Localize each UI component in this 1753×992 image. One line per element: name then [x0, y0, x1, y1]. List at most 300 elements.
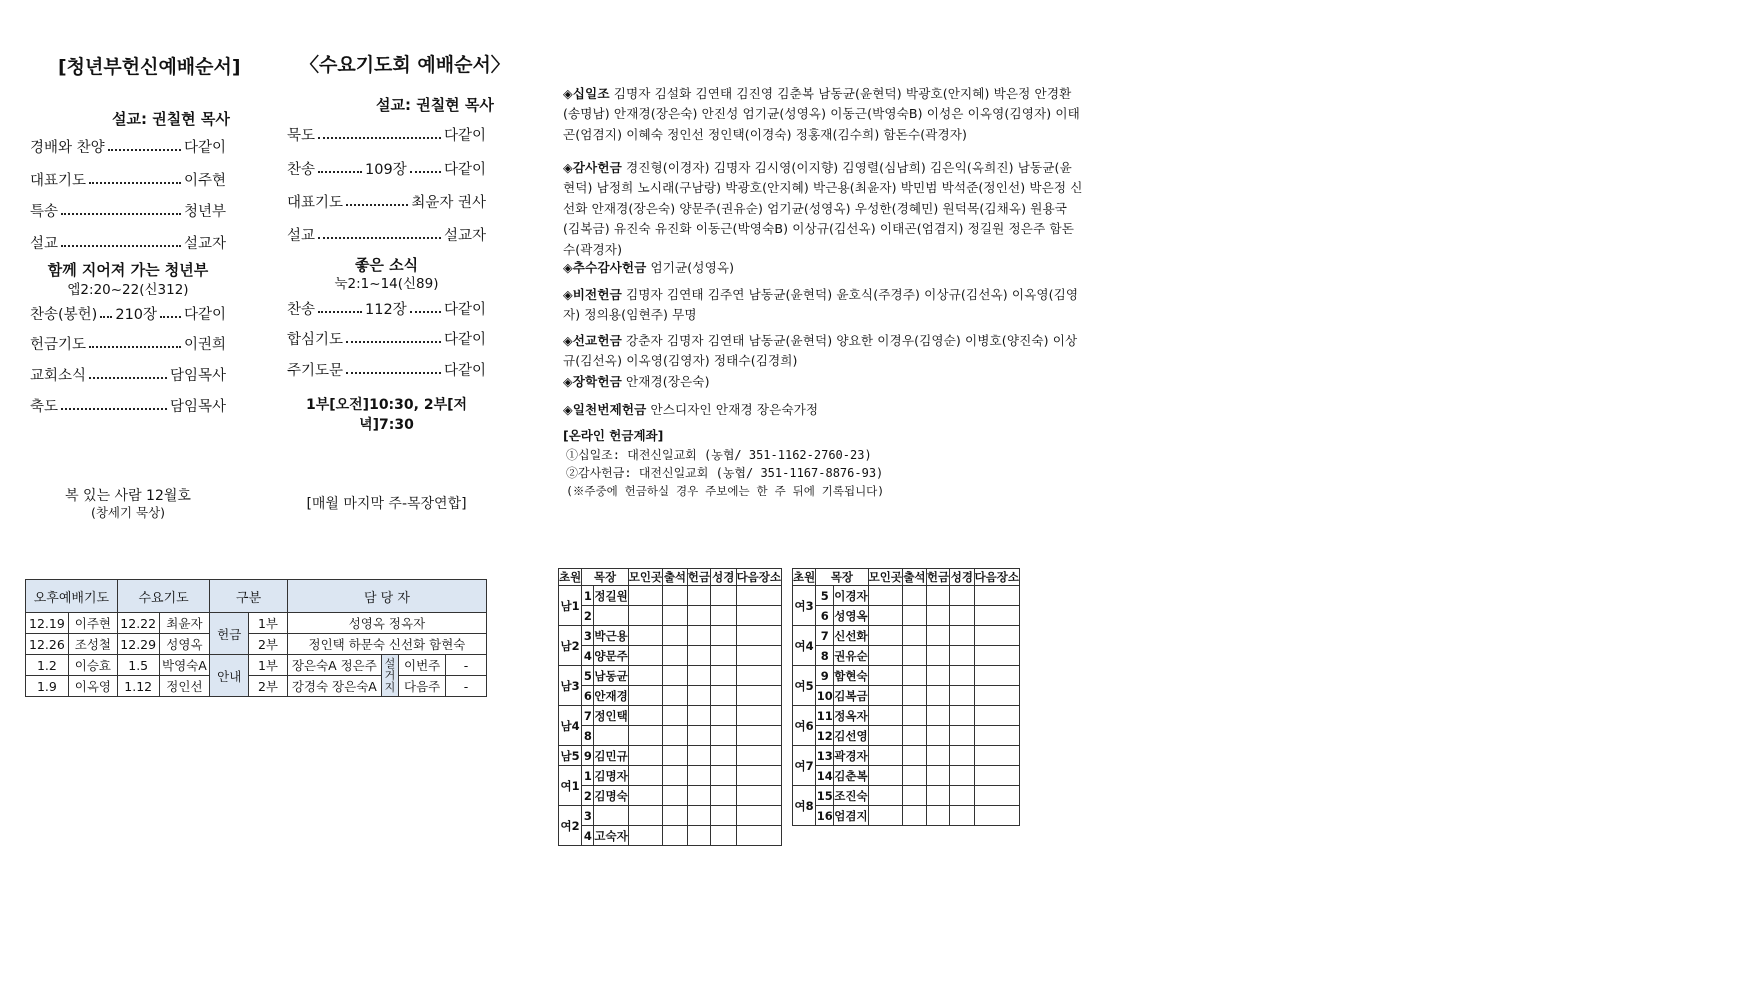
group-cell: 여8: [793, 786, 816, 826]
table-row: [793, 646, 1020, 666]
empty-cell[interactable]: [687, 586, 710, 606]
empty-cell[interactable]: [736, 806, 781, 826]
offering-mission: ◈선교헌금 강춘자 김명자 김연태 남동균(윤현덕) 양요한 이경우(김영순) 이병호(양진숙) 이상규(김선옥) 이옥영(김영자) 정태수(김경희): [563, 333, 1078, 369]
empty-cell[interactable]: [628, 626, 662, 646]
empty-cell[interactable]: [663, 586, 688, 606]
empty-cell[interactable]: [950, 806, 974, 826]
leader-name-cell: 김명자: [594, 766, 628, 786]
empty-cell[interactable]: [974, 626, 1019, 646]
leader-name-cell: 안재경: [594, 686, 628, 706]
empty-cell[interactable]: [950, 726, 974, 746]
header-cell: 출석: [663, 570, 687, 584]
empty-cell[interactable]: [687, 786, 710, 806]
empty-cell[interactable]: [628, 646, 662, 666]
empty-cell[interactable]: [950, 746, 974, 766]
header-cell: 초원: [559, 570, 582, 584]
table-row: [559, 766, 782, 786]
number-cell: 13: [816, 746, 834, 766]
empty-cell[interactable]: [736, 746, 781, 766]
number-cell: 10: [816, 686, 834, 706]
number-cell: 6: [816, 606, 834, 626]
duty-cell: 성영옥 정옥자: [287, 613, 486, 634]
empty-cell[interactable]: [926, 746, 949, 766]
empty-cell[interactable]: [868, 686, 902, 706]
wed-news-title: 좋은 소식: [354, 256, 419, 274]
online-line1: ①십일조: 대전신일교회 (농협/ 351-1162-2760-23): [566, 448, 872, 462]
youth-item: 경배와 찬양 다같이: [30, 140, 226, 156]
date-cell: 1.12: [117, 676, 159, 697]
leader-name-cell: 곽경자: [834, 746, 868, 766]
empty-cell[interactable]: [974, 766, 1019, 786]
empty-cell[interactable]: [868, 726, 902, 746]
empty-cell[interactable]: [663, 626, 688, 646]
empty-cell[interactable]: [868, 806, 902, 826]
number-cell: 7: [816, 626, 834, 646]
youth-item: 대표기도 이주현: [30, 173, 226, 189]
wed-item: 합심기도 다같이: [287, 332, 486, 348]
leader-name-cell: 남동균: [594, 666, 628, 686]
number-cell: 1: [582, 586, 594, 606]
table-row: [559, 806, 782, 826]
date-cell: 12.26: [26, 634, 69, 655]
empty-cell[interactable]: [711, 666, 737, 686]
empty-cell[interactable]: [628, 766, 662, 786]
empty-cell[interactable]: [736, 826, 781, 846]
number-cell: 12: [816, 726, 834, 746]
group-cell: 여6: [793, 706, 816, 746]
duty-cell: 장은숙A 정은주: [287, 655, 381, 676]
empty-cell[interactable]: [687, 726, 710, 746]
empty-cell[interactable]: [628, 586, 662, 606]
wed-footer: [매월 마지막 주-목장연합]: [306, 496, 467, 512]
name-cell: 성영옥: [159, 634, 210, 655]
dash-cell: -: [446, 676, 487, 697]
empty-cell[interactable]: [868, 586, 902, 606]
empty-cell[interactable]: [663, 666, 688, 686]
number-cell: 6: [582, 686, 594, 706]
group-cell: 남2: [559, 626, 582, 666]
empty-cell[interactable]: [711, 786, 737, 806]
empty-cell[interactable]: [950, 686, 974, 706]
empty-cell[interactable]: [663, 786, 688, 806]
date-cell: 12.22: [117, 613, 159, 634]
number-cell: 4: [582, 826, 594, 846]
empty-cell[interactable]: [687, 626, 710, 646]
table-row: [559, 586, 782, 606]
leader-name-cell: 박근용: [594, 626, 628, 646]
youth-item: 찬송(봉헌) 210장 다같이: [30, 307, 226, 323]
empty-cell[interactable]: [868, 786, 902, 806]
leader-name-cell: 김복금: [834, 686, 868, 706]
group-cell: 남4: [559, 706, 582, 746]
group-cell: 여5: [793, 666, 816, 706]
header-cell: 오후예배기도: [26, 580, 118, 613]
header-cell: 목장: [582, 569, 629, 586]
table-row: [793, 606, 1020, 626]
empty-cell[interactable]: [687, 666, 710, 686]
empty-cell[interactable]: [926, 806, 949, 826]
offering-tithe: ◈십일조 김명자 김설화 김연태 김진영 김춘복 남동균(윤현덕) 박광호(안지혜) 박은정 안경환(송명남) 안재경(장은숙) 안진성 엄기균(성영옥) 이동근(박영숙B) 이성은 이옥영(김영자) 이태곤(엄겸지) 이혜숙 정인선 정인택(이경숙) 정홍재(김수희) 함돈수(곽경자): [563, 86, 1080, 142]
empty-cell[interactable]: [902, 666, 926, 686]
youth-item: 설교 설교자: [30, 236, 226, 252]
empty-cell[interactable]: [711, 586, 737, 606]
header-cell: 수요기도: [117, 580, 209, 613]
duty-cell: 정인택 하문숙 신선화 함현숙: [287, 634, 486, 655]
empty-cell[interactable]: [711, 626, 737, 646]
date-cell: 12.19: [26, 613, 69, 634]
number-cell: 9: [816, 666, 834, 686]
empty-cell[interactable]: [950, 786, 974, 806]
header-cell: 다음장소: [974, 570, 1019, 584]
header-cell: 목장: [816, 569, 868, 586]
empty-cell[interactable]: [628, 826, 662, 846]
youth-sermon-title: 함께 지어져 가는 청년부: [47, 261, 209, 279]
empty-cell[interactable]: [902, 606, 926, 626]
header-cell: 출석: [903, 570, 926, 584]
wed-item: 찬송 109장 다같이: [287, 162, 486, 178]
leader-name-cell: 김민규: [594, 746, 628, 766]
leader-name-cell: 김명숙: [594, 786, 628, 806]
empty-cell[interactable]: [663, 606, 688, 626]
wed-item: 설교 설교자: [287, 228, 486, 244]
table-row: [793, 626, 1020, 646]
leader-name-cell: [594, 806, 628, 826]
empty-cell[interactable]: [736, 766, 781, 786]
youth-item: 헌금기도 이권희: [30, 337, 226, 353]
empty-cell[interactable]: [663, 766, 688, 786]
empty-cell[interactable]: [974, 606, 1019, 626]
name-cell: 정인선: [159, 676, 210, 697]
wed-news-verse: 눅2:1~14(신89): [334, 276, 439, 292]
header-cell: 초원: [793, 570, 816, 584]
leader-name-cell: 정길원: [594, 586, 628, 606]
empty-cell[interactable]: [736, 626, 781, 646]
empty-cell[interactable]: [663, 826, 688, 846]
table-row: [559, 646, 782, 666]
date-cell: 12.29: [117, 634, 159, 655]
name-cell: 이승효: [68, 655, 117, 676]
empty-cell[interactable]: [687, 806, 710, 826]
youth-item: 특송 청년부: [30, 204, 226, 220]
leader-name-cell: 김선영: [834, 726, 868, 746]
empty-cell[interactable]: [687, 826, 710, 846]
wed-item: 묵도 다같이: [287, 128, 486, 144]
empty-cell[interactable]: [628, 726, 662, 746]
number-cell: 2: [582, 606, 594, 626]
empty-cell[interactable]: [926, 666, 949, 686]
empty-cell[interactable]: [628, 786, 662, 806]
empty-cell[interactable]: [950, 626, 974, 646]
empty-cell[interactable]: [663, 726, 688, 746]
group-cell: 여2: [559, 806, 582, 846]
table-row: [559, 786, 782, 806]
empty-cell[interactable]: [711, 686, 737, 706]
empty-cell[interactable]: [926, 706, 949, 726]
table-row: [793, 786, 1020, 806]
part-cell: 2부: [249, 634, 288, 655]
table-row: [793, 666, 1020, 686]
date-cell: 1.5: [117, 655, 159, 676]
empty-cell[interactable]: [663, 646, 688, 666]
table-row: [793, 746, 1020, 766]
part-cell: 1부: [249, 613, 288, 634]
number-cell: 9: [582, 746, 594, 766]
header-cell: 구분: [210, 580, 288, 613]
empty-cell[interactable]: [711, 806, 737, 826]
leader-name-cell: 정옥자: [834, 706, 868, 726]
empty-cell[interactable]: [926, 646, 949, 666]
empty-cell[interactable]: [711, 766, 737, 786]
empty-cell[interactable]: [974, 746, 1019, 766]
empty-cell[interactable]: [974, 786, 1019, 806]
offering-vision: ◈비전헌금 김명자 김연태 김주연 남동균(윤현덕) 윤호식(주경주) 이상규(김선옥) 이옥영(김영자) 정의용(임현주) 무명: [563, 287, 1079, 323]
empty-cell[interactable]: [950, 766, 974, 786]
online-title: [온라인 헌금계좌]: [563, 428, 664, 443]
empty-cell[interactable]: [736, 606, 781, 626]
header-cell: 다음장소: [736, 570, 781, 584]
leader-name-cell: 이경자: [834, 586, 868, 606]
youth-preacher: 설교: 권칠현 목사: [112, 110, 230, 128]
date-cell: 1.9: [26, 676, 69, 697]
leader-name-cell: 양문주: [594, 646, 628, 666]
empty-cell[interactable]: [902, 726, 926, 746]
empty-cell[interactable]: [926, 786, 949, 806]
online-note: (※주중에 헌금하실 경우 주보에는 한 주 뒤에 기록됩니다): [566, 484, 885, 498]
table-row: [793, 766, 1020, 786]
empty-cell[interactable]: [687, 686, 710, 706]
empty-cell[interactable]: [902, 786, 926, 806]
empty-cell[interactable]: [902, 746, 926, 766]
empty-cell[interactable]: [902, 806, 926, 826]
online-line2: ②감사헌금: 대전신일교회 (농협/ 351-1167-8876-93): [566, 466, 884, 480]
empty-cell[interactable]: [711, 646, 737, 666]
wed-item: 대표기도 최윤자 권사: [287, 195, 486, 211]
table-row: [559, 606, 782, 626]
table-row: [559, 626, 782, 646]
wed-title: 〈수요기도회 예배순서〉: [300, 54, 510, 76]
empty-cell[interactable]: [974, 686, 1019, 706]
group-cell: 남3: [559, 666, 582, 706]
leader-name-cell: [594, 606, 628, 626]
table-row: [559, 726, 782, 746]
group-cell: 여7: [793, 746, 816, 786]
leader-name-cell: 신선화: [834, 626, 868, 646]
empty-cell[interactable]: [736, 706, 781, 726]
offering-harvest: ◈추수감사헌금 엄기균(성영옥): [563, 260, 735, 275]
leader-name-cell: 조진숙: [834, 786, 868, 806]
group-cell: 여1: [559, 766, 582, 806]
empty-cell[interactable]: [868, 626, 902, 646]
empty-cell[interactable]: [974, 806, 1019, 826]
empty-cell[interactable]: [902, 766, 926, 786]
group-cell: 여4: [793, 626, 816, 666]
empty-cell[interactable]: [974, 646, 1019, 666]
leader-name-cell: 정인택: [594, 706, 628, 726]
empty-cell[interactable]: [950, 586, 974, 606]
empty-cell[interactable]: [868, 606, 902, 626]
empty-cell[interactable]: [902, 706, 926, 726]
number-cell: 1: [582, 766, 594, 786]
attendance-table-right: [792, 568, 1020, 826]
empty-cell[interactable]: [902, 646, 926, 666]
number-cell: 7: [582, 706, 594, 726]
table-row: [793, 726, 1020, 746]
wed-times: 1부[오전]10:30, 2부[저녁]7:30: [305, 397, 468, 433]
table-row: [793, 586, 1020, 606]
duty-schedule-table: [25, 579, 487, 697]
number-cell: 16: [816, 806, 834, 826]
table-row: [559, 666, 782, 686]
empty-cell[interactable]: [868, 706, 902, 726]
table-row: [793, 706, 1020, 726]
empty-cell[interactable]: [868, 646, 902, 666]
table-row: [793, 686, 1020, 706]
empty-cell[interactable]: [950, 706, 974, 726]
empty-cell[interactable]: [628, 806, 662, 826]
part-cell: 1부: [249, 655, 288, 676]
empty-cell[interactable]: [663, 746, 688, 766]
header-cell: 성경: [712, 570, 735, 584]
empty-cell[interactable]: [736, 646, 781, 666]
empty-cell[interactable]: [687, 706, 710, 726]
empty-cell[interactable]: [926, 626, 949, 646]
empty-cell[interactable]: [974, 706, 1019, 726]
empty-cell[interactable]: [736, 666, 781, 686]
number-cell: 14: [816, 766, 834, 786]
empty-cell[interactable]: [736, 586, 781, 606]
leader-name-cell: 고숙자: [594, 826, 628, 846]
name-cell: 최윤자: [159, 613, 210, 634]
number-cell: 3: [582, 626, 594, 646]
name-cell: 조성철: [68, 634, 117, 655]
wed-item: 찬송 112장 다같이: [287, 302, 486, 318]
dash-cell: -: [446, 655, 487, 676]
empty-cell[interactable]: [950, 646, 974, 666]
empty-cell[interactable]: [736, 786, 781, 806]
week-cell: 이번주: [399, 655, 446, 676]
group-cell: 남1: [559, 586, 582, 626]
header-cell: 헌금: [926, 570, 950, 584]
number-cell: 3: [582, 806, 594, 826]
header-cell: 담 당 자: [287, 580, 486, 613]
youth-item: 축도 담임목사: [30, 399, 226, 415]
wed-preacher: 설교: 권칠현 목사: [376, 96, 494, 114]
number-cell: 4: [582, 646, 594, 666]
leader-name-cell: 권유순: [834, 646, 868, 666]
week-cell: 다음주: [399, 676, 446, 697]
table-row: [559, 686, 782, 706]
empty-cell[interactable]: [974, 666, 1019, 686]
leader-name-cell: 함현숙: [834, 666, 868, 686]
header-cell: 성경: [950, 570, 973, 584]
empty-cell[interactable]: [950, 606, 974, 626]
empty-cell[interactable]: [628, 746, 662, 766]
leader-name-cell: 성영옥: [834, 606, 868, 626]
empty-cell[interactable]: [711, 726, 737, 746]
empty-cell[interactable]: [628, 666, 662, 686]
empty-cell[interactable]: [628, 686, 662, 706]
empty-cell[interactable]: [902, 586, 926, 606]
number-cell: 5: [816, 586, 834, 606]
number-cell: 8: [816, 646, 834, 666]
empty-cell[interactable]: [628, 606, 662, 626]
youth-item: 교회소식 담임목사: [30, 368, 226, 384]
leader-name-cell: 김춘복: [834, 766, 868, 786]
offering-scholarship: ◈장학헌금 안재경(장은숙): [563, 374, 710, 389]
youth-footer-sub: (창세기 묵상): [90, 505, 166, 520]
empty-cell[interactable]: [736, 686, 781, 706]
number-cell: 11: [816, 706, 834, 726]
header-cell: 헌금: [687, 570, 710, 584]
empty-cell[interactable]: [628, 706, 662, 726]
table-row: [793, 806, 1020, 826]
empty-cell[interactable]: [926, 726, 949, 746]
dishwashing-cell: 설거지: [381, 655, 398, 697]
empty-cell[interactable]: [687, 746, 710, 766]
empty-cell[interactable]: [736, 726, 781, 746]
group-cell: 여3: [793, 586, 816, 626]
empty-cell[interactable]: [974, 726, 1019, 746]
header-cell: 모인곳: [628, 570, 663, 584]
empty-cell[interactable]: [711, 606, 737, 626]
empty-cell[interactable]: [868, 766, 902, 786]
empty-cell[interactable]: [974, 586, 1019, 606]
category-cell: 헌금: [210, 613, 249, 655]
empty-cell[interactable]: [926, 766, 949, 786]
name-cell: 이주현: [68, 613, 117, 634]
number-cell: 2: [582, 786, 594, 806]
attendance-table-left: [558, 568, 782, 846]
empty-cell[interactable]: [687, 606, 710, 626]
leader-name-cell: 엄겸지: [834, 806, 868, 826]
empty-cell[interactable]: [663, 806, 688, 826]
empty-cell[interactable]: [663, 686, 688, 706]
part-cell: 2부: [249, 676, 288, 697]
empty-cell[interactable]: [902, 626, 926, 646]
number-cell: 15: [816, 786, 834, 806]
empty-cell[interactable]: [711, 706, 737, 726]
offering-thanks: ◈감사헌금 경진형(이경자) 김명자 김시영(이지향) 김영렬(심남희) 김은익(옥희진) 남동균(윤현덕) 남정희 노시래(구남랑) 박광호(안지혜) 박근용(최윤자) 박민범 박석준(정인선) 박은정 신선화 안재경(장은숙) 양문주(권유순) 엄기균(성영옥) 우성한(경혜민) 원덕목(김채옥) 원용국(김복금) 유진숙 유진화 이동근(박영숙B) 이상규(김선옥) 이태곤(엄겸지) 정길원 정은주 함돈수(곽경자): [563, 160, 1083, 257]
empty-cell[interactable]: [902, 686, 926, 706]
header-cell: 모인곳: [868, 570, 902, 584]
empty-cell[interactable]: [687, 646, 710, 666]
number-cell: 8: [582, 726, 594, 746]
empty-cell[interactable]: [926, 686, 949, 706]
number-cell: 5: [582, 666, 594, 686]
youth-title: [청년부헌신예배순서]: [58, 56, 241, 78]
wed-item: 주기도문 다같이: [287, 363, 486, 379]
empty-cell[interactable]: [868, 666, 902, 686]
table-row: [559, 826, 782, 846]
empty-cell[interactable]: [926, 606, 949, 626]
empty-cell[interactable]: [868, 746, 902, 766]
offering-thousand: ◈일천번제헌금 안스디자인 안재경 장은숙가정: [563, 402, 819, 417]
empty-cell[interactable]: [663, 706, 688, 726]
empty-cell[interactable]: [711, 826, 737, 846]
empty-cell[interactable]: [950, 666, 974, 686]
youth-footer-title: 복 있는 사람 12월호: [65, 488, 191, 504]
empty-cell[interactable]: [687, 766, 710, 786]
youth-sermon-verse: 엡2:20~22(신312): [67, 282, 189, 298]
table-row: [559, 706, 782, 726]
duty-cell: 강경숙 장은숙A: [287, 676, 381, 697]
empty-cell[interactable]: [926, 586, 949, 606]
group-cell: 남5: [559, 746, 582, 766]
leader-name-cell: [594, 726, 628, 746]
empty-cell[interactable]: [711, 746, 737, 766]
date-cell: 1.2: [26, 655, 69, 676]
table-row: [559, 746, 782, 766]
